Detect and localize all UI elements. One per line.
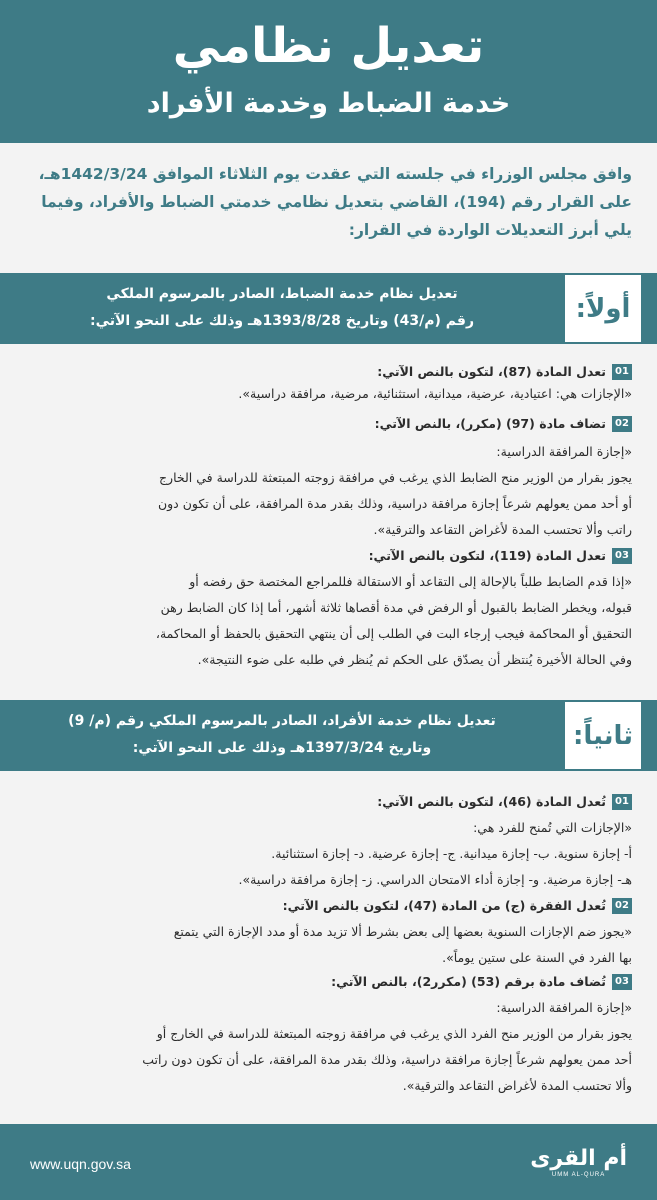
item-text-line: هـ- إجازة مرضية. و- إجازة أداء الامتحان الدراسي. ز- إجازة مرافقة دراسية».: [238, 872, 632, 887]
intro-line: يلي أبرز التعديلات الواردة في القرار:: [348, 221, 632, 239]
item-text-line: «يجوز ضم الإجازات السنوية بعضها إلى بعض بشرط ألا تزيد مدة أو مدد الإجازة التي يتمتع: [173, 924, 632, 939]
item-text-line: يجوز بقرار من الوزير منح الضابط الذي يرغب في مرافقة زوجته المبتعثة للدراسة في الخارج: [158, 470, 632, 485]
item-text-line: «الإجازات هي: اعتيادية، عرضية، ميدانية، استثنائية، مرضية، مرافقة دراسية».: [238, 386, 632, 401]
footer-bar: [0, 1124, 657, 1200]
item-heading: تضاف مادة (97) (مكرر)، بالنص الآتي:: [374, 416, 606, 431]
intro-line: على القرار رقم (194)، القاضي بتعديل نظامي خدمتي الضباط والأفراد، وفيما: [41, 193, 632, 211]
item-text-line: أو أحد ممن يعولهم شرعاً إجازة مرافقة دراسية، وذلك بقدر مدة المرافقة، على أن تكون دون: [157, 496, 632, 511]
intro-line: وافق مجلس الوزراء في جلسته التي عقدت يوم الثلاثاء الموافق 1442/3/24هـ،: [38, 165, 632, 183]
item-text-line: «إجازة المرافقة الدراسية:: [496, 1000, 632, 1015]
item-text-line: راتب وألا تحتسب المدة لأغراض التقاعد والترقية».: [373, 522, 632, 537]
item-heading: تُضاف مادة برقم (53) (مكرر2)، بالنص الآتي:: [331, 974, 606, 989]
item-number-badge: 03: [612, 548, 632, 564]
intro-paragraph: [30, 160, 632, 244]
item-number-badge: 03: [612, 974, 632, 990]
page-subtitle: خدمة الضباط وخدمة الأفراد: [146, 88, 511, 119]
page-title: تعديل نظامي: [172, 18, 485, 74]
item-text-line: «إجازة المرافقة الدراسية:: [496, 444, 632, 459]
item-number-badge: 01: [612, 794, 632, 810]
item-text-line: وألا تحتسب المدة لأغراض التقاعد والترقية».: [402, 1078, 632, 1093]
item-number-badge: 02: [612, 898, 632, 914]
item-text-line: «الإجازات التي تُمنح للفرد هي:: [473, 820, 632, 835]
section2-title-line: تعديل نظام خدمة الأفراد، الصادر بالمرسوم الملكي رقم (م/ 9): [68, 713, 496, 729]
section2-tag: [563, 700, 643, 771]
section1-title: [17, 281, 547, 335]
section2-title: [17, 708, 547, 762]
section1-tag-label: أولاً:: [575, 293, 631, 324]
item-text-line: بها الفرد في السنة على ستين يوماً».: [442, 950, 632, 965]
section2-title-line: وتاريخ 1397/3/24هـ وذلك على النحو الآتي:: [132, 740, 432, 756]
item-text-line: قبوله، ويخطر الضابط بالقبول أو الرفض في مدة أقصاها ثلاثة أشهر، أما إذا كان الضابط رهن: [160, 600, 632, 615]
section1-title-line: تعديل نظام خدمة الضباط، الصادر بالمرسوم الملكي: [106, 286, 458, 302]
website-link[interactable]: www.uqn.gov.sa: [30, 1156, 131, 1172]
item-text-line: التحقيق أو المحاكمة فيجب إرجاء البت في الطلب إلى أن ينتهي التحقيق بالحفظ أو المحاكمة،: [155, 626, 632, 641]
item-heading: تعدل المادة (119)، لتكون بالنص الآتي:: [368, 548, 606, 563]
logo-english: UMM AL-QURA: [551, 1172, 606, 1178]
item-text-line: يجوز بقرار من الوزير منح الفرد الذي يرغب في مرافقة زوجته المبتعثة للدراسة في الخارج أو: [156, 1026, 632, 1041]
item-heading: تُعدل الفقرة (ج) من المادة (47)، لتكون بالنص الآتي:: [282, 898, 606, 913]
item-number-badge: 02: [612, 416, 632, 432]
item-heading: تعدل المادة (87)، لتكون بالنص الآتي:: [377, 364, 606, 379]
header-banner: [0, 0, 657, 143]
item-text-line: أ- إجازة سنوية. ب- إجازة ميدانية. ج- إجازة عرضية. د- إجازة استثنائية.: [271, 846, 632, 861]
section1-title-line: رقم (م/43) وتاريخ 1393/8/28هـ وذلك على النحو الآتي:: [89, 313, 475, 329]
item-text-line: أحد ممن يعولهم شرعاً إجازة مرافقة دراسية، وذلك بقدر مدة المرافقة، على أن تكون دون راتب: [142, 1052, 632, 1067]
item-number-badge: 01: [612, 364, 632, 380]
item-heading: تُعدل المادة (46)، لتكون بالنص الآتي:: [377, 794, 606, 809]
section2-tag-label: ثانياً:: [572, 720, 634, 751]
section1-tag: [563, 273, 643, 344]
logo-arabic: أم القرى: [530, 1146, 627, 1171]
section1-band: [0, 273, 657, 344]
umm-al-qura-logo: [530, 1146, 627, 1178]
item-text-line: وفي الحالة الأخيرة يُنتظر أن يصدّق على الحكم ثم يُنظر في طلبه على ضوء النتيجة».: [197, 652, 632, 667]
section2-band: [0, 700, 657, 771]
item-text-line: «إذا قدم الضابط طلباً بالإحالة إلى التقاعد أو الاستقالة فللمراجع المختصة حق رفضه أو: [189, 574, 632, 589]
